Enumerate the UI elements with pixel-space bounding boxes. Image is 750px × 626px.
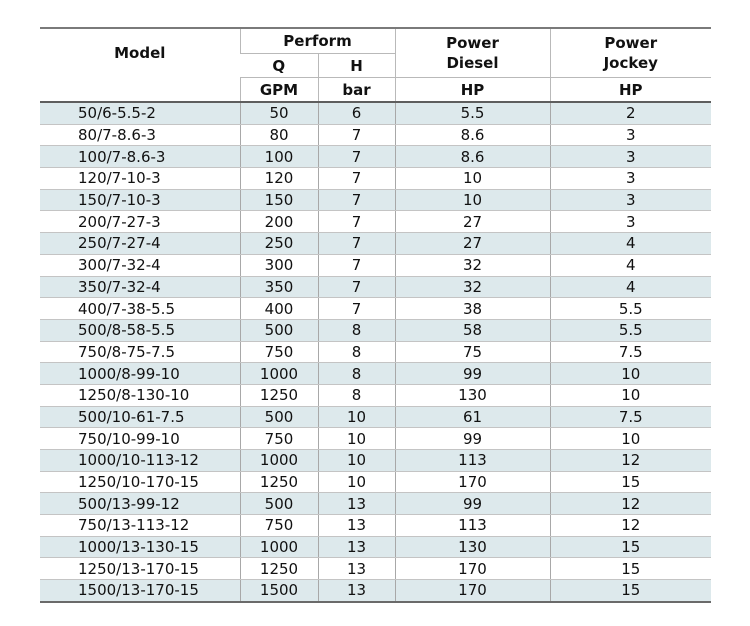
cell-diesel-hp: 32 bbox=[395, 276, 550, 298]
cell-diesel-hp: 113 bbox=[395, 450, 550, 472]
cell-diesel-hp: 113 bbox=[395, 515, 550, 537]
cell-flow-gpm: 50 bbox=[240, 102, 318, 124]
cell-flow-gpm: 1500 bbox=[240, 580, 318, 602]
cell-model: 300/7-32-4 bbox=[40, 254, 240, 276]
cell-flow-gpm: 750 bbox=[240, 515, 318, 537]
cell-diesel-hp: 38 bbox=[395, 298, 550, 320]
cell-jockey-hp: 10 bbox=[550, 363, 711, 385]
table-row bbox=[40, 450, 711, 472]
cell-flow-gpm: 150 bbox=[240, 189, 318, 211]
table-row bbox=[40, 124, 711, 146]
cell-flow-gpm: 500 bbox=[240, 493, 318, 515]
cell-jockey-hp: 3 bbox=[550, 189, 711, 211]
cell-model: 1250/13-170-15 bbox=[40, 558, 240, 580]
header-q: Q bbox=[240, 54, 318, 78]
cell-jockey-hp: 3 bbox=[550, 146, 711, 168]
cell-flow-gpm: 300 bbox=[240, 254, 318, 276]
cell-jockey-hp: 7.5 bbox=[550, 341, 711, 363]
cell-jockey-hp: 4 bbox=[550, 254, 711, 276]
table-row bbox=[40, 189, 711, 211]
cell-flow-gpm: 100 bbox=[240, 146, 318, 168]
cell-flow-gpm: 120 bbox=[240, 168, 318, 190]
cell-head-bar: 13 bbox=[318, 558, 395, 580]
table-row bbox=[40, 233, 711, 255]
cell-jockey-hp: 2 bbox=[550, 102, 711, 124]
cell-flow-gpm: 200 bbox=[240, 211, 318, 233]
cell-diesel-hp: 170 bbox=[395, 471, 550, 493]
cell-diesel-hp: 99 bbox=[395, 363, 550, 385]
table-row bbox=[40, 341, 711, 363]
table-row bbox=[40, 558, 711, 580]
cell-jockey-hp: 5.5 bbox=[550, 319, 711, 341]
table-header bbox=[40, 28, 711, 102]
cell-diesel-hp: 10 bbox=[395, 189, 550, 211]
cell-model: 50/6-5.5-2 bbox=[40, 102, 240, 124]
spec-table-container bbox=[40, 27, 711, 603]
cell-diesel-hp: 5.5 bbox=[395, 102, 550, 124]
cell-diesel-hp: 170 bbox=[395, 558, 550, 580]
cell-jockey-hp: 4 bbox=[550, 276, 711, 298]
cell-model: 250/7-27-4 bbox=[40, 233, 240, 255]
table-row bbox=[40, 146, 711, 168]
header-unit-hp-diesel: HP bbox=[395, 78, 550, 103]
table-row bbox=[40, 363, 711, 385]
cell-flow-gpm: 750 bbox=[240, 428, 318, 450]
cell-jockey-hp: 12 bbox=[550, 515, 711, 537]
table-row bbox=[40, 276, 711, 298]
table-row bbox=[40, 406, 711, 428]
table-body bbox=[40, 102, 711, 602]
cell-flow-gpm: 1000 bbox=[240, 536, 318, 558]
cell-jockey-hp: 3 bbox=[550, 168, 711, 190]
cell-model: 1250/8-130-10 bbox=[40, 384, 240, 406]
cell-model: 1500/13-170-15 bbox=[40, 580, 240, 602]
cell-model: 750/13-113-12 bbox=[40, 515, 240, 537]
cell-diesel-hp: 130 bbox=[395, 384, 550, 406]
cell-head-bar: 8 bbox=[318, 363, 395, 385]
cell-head-bar: 7 bbox=[318, 298, 395, 320]
header-power-jockey-line2: Jockey bbox=[603, 54, 658, 72]
cell-model: 1000/8-99-10 bbox=[40, 363, 240, 385]
table-row bbox=[40, 580, 711, 602]
cell-diesel-hp: 75 bbox=[395, 341, 550, 363]
cell-model: 500/8-58-5.5 bbox=[40, 319, 240, 341]
cell-flow-gpm: 400 bbox=[240, 298, 318, 320]
cell-head-bar: 10 bbox=[318, 450, 395, 472]
cell-head-bar: 10 bbox=[318, 428, 395, 450]
cell-model: 1000/10-113-12 bbox=[40, 450, 240, 472]
cell-model: 1000/13-130-15 bbox=[40, 536, 240, 558]
cell-jockey-hp: 15 bbox=[550, 536, 711, 558]
cell-jockey-hp: 15 bbox=[550, 580, 711, 602]
cell-model: 120/7-10-3 bbox=[40, 168, 240, 190]
cell-head-bar: 8 bbox=[318, 384, 395, 406]
cell-flow-gpm: 500 bbox=[240, 406, 318, 428]
cell-flow-gpm: 80 bbox=[240, 124, 318, 146]
cell-model: 500/13-99-12 bbox=[40, 493, 240, 515]
cell-flow-gpm: 350 bbox=[240, 276, 318, 298]
cell-jockey-hp: 4 bbox=[550, 233, 711, 255]
cell-head-bar: 7 bbox=[318, 189, 395, 211]
cell-head-bar: 7 bbox=[318, 146, 395, 168]
cell-model: 500/10-61-7.5 bbox=[40, 406, 240, 428]
header-unit-gpm: GPM bbox=[240, 78, 318, 103]
cell-diesel-hp: 99 bbox=[395, 428, 550, 450]
cell-head-bar: 7 bbox=[318, 276, 395, 298]
table-row bbox=[40, 168, 711, 190]
cell-head-bar: 6 bbox=[318, 102, 395, 124]
table-row bbox=[40, 471, 711, 493]
table-row bbox=[40, 515, 711, 537]
cell-model: 750/10-99-10 bbox=[40, 428, 240, 450]
header-h: H bbox=[318, 54, 395, 78]
cell-flow-gpm: 1000 bbox=[240, 450, 318, 472]
cell-flow-gpm: 1250 bbox=[240, 471, 318, 493]
cell-jockey-hp: 12 bbox=[550, 450, 711, 472]
cell-model: 200/7-27-3 bbox=[40, 211, 240, 233]
cell-jockey-hp: 3 bbox=[550, 211, 711, 233]
cell-head-bar: 7 bbox=[318, 211, 395, 233]
cell-diesel-hp: 61 bbox=[395, 406, 550, 428]
header-power-jockey-line1: Power bbox=[604, 34, 658, 52]
cell-diesel-hp: 8.6 bbox=[395, 146, 550, 168]
cell-model: 80/7-8.6-3 bbox=[40, 124, 240, 146]
cell-flow-gpm: 1250 bbox=[240, 558, 318, 580]
cell-diesel-hp: 10 bbox=[395, 168, 550, 190]
cell-head-bar: 7 bbox=[318, 124, 395, 146]
cell-head-bar: 13 bbox=[318, 493, 395, 515]
header-unit-bar: bar bbox=[318, 78, 395, 103]
cell-jockey-hp: 10 bbox=[550, 428, 711, 450]
cell-head-bar: 7 bbox=[318, 233, 395, 255]
cell-model: 150/7-10-3 bbox=[40, 189, 240, 211]
cell-model: 350/7-32-4 bbox=[40, 276, 240, 298]
cell-head-bar: 10 bbox=[318, 406, 395, 428]
cell-head-bar: 13 bbox=[318, 515, 395, 537]
cell-head-bar: 13 bbox=[318, 580, 395, 602]
cell-head-bar: 10 bbox=[318, 471, 395, 493]
table-row bbox=[40, 254, 711, 276]
cell-model: 1250/10-170-15 bbox=[40, 471, 240, 493]
table-row bbox=[40, 493, 711, 515]
table-row bbox=[40, 319, 711, 341]
cell-head-bar: 7 bbox=[318, 168, 395, 190]
header-power-diesel bbox=[395, 28, 550, 78]
cell-flow-gpm: 1250 bbox=[240, 384, 318, 406]
cell-head-bar: 7 bbox=[318, 254, 395, 276]
header-power-jockey bbox=[550, 28, 711, 78]
cell-model: 400/7-38-5.5 bbox=[40, 298, 240, 320]
table-row bbox=[40, 428, 711, 450]
cell-diesel-hp: 99 bbox=[395, 493, 550, 515]
header-unit-hp-jockey: HP bbox=[550, 78, 711, 103]
header-model: Model bbox=[40, 28, 240, 78]
cell-diesel-hp: 58 bbox=[395, 319, 550, 341]
cell-jockey-hp: 15 bbox=[550, 471, 711, 493]
table-row bbox=[40, 102, 711, 124]
header-power-diesel-line2: Diesel bbox=[446, 54, 499, 72]
cell-head-bar: 8 bbox=[318, 319, 395, 341]
cell-diesel-hp: 130 bbox=[395, 536, 550, 558]
cell-flow-gpm: 250 bbox=[240, 233, 318, 255]
cell-jockey-hp: 12 bbox=[550, 493, 711, 515]
header-model-unit bbox=[40, 78, 240, 103]
cell-jockey-hp: 5.5 bbox=[550, 298, 711, 320]
cell-jockey-hp: 15 bbox=[550, 558, 711, 580]
cell-flow-gpm: 500 bbox=[240, 319, 318, 341]
cell-head-bar: 8 bbox=[318, 341, 395, 363]
table-row bbox=[40, 384, 711, 406]
header-power-diesel-line1: Power bbox=[446, 34, 499, 52]
cell-jockey-hp: 3 bbox=[550, 124, 711, 146]
cell-model: 750/8-75-7.5 bbox=[40, 341, 240, 363]
cell-diesel-hp: 170 bbox=[395, 580, 550, 602]
cell-flow-gpm: 750 bbox=[240, 341, 318, 363]
cell-head-bar: 13 bbox=[318, 536, 395, 558]
cell-flow-gpm: 1000 bbox=[240, 363, 318, 385]
cell-diesel-hp: 32 bbox=[395, 254, 550, 276]
table-row bbox=[40, 211, 711, 233]
cell-model: 100/7-8.6-3 bbox=[40, 146, 240, 168]
header-perform: Perform bbox=[240, 28, 395, 54]
cell-diesel-hp: 27 bbox=[395, 211, 550, 233]
table-row bbox=[40, 536, 711, 558]
table-row bbox=[40, 298, 711, 320]
cell-diesel-hp: 8.6 bbox=[395, 124, 550, 146]
pump-spec-table bbox=[40, 27, 711, 603]
cell-jockey-hp: 7.5 bbox=[550, 406, 711, 428]
cell-diesel-hp: 27 bbox=[395, 233, 550, 255]
cell-jockey-hp: 10 bbox=[550, 384, 711, 406]
